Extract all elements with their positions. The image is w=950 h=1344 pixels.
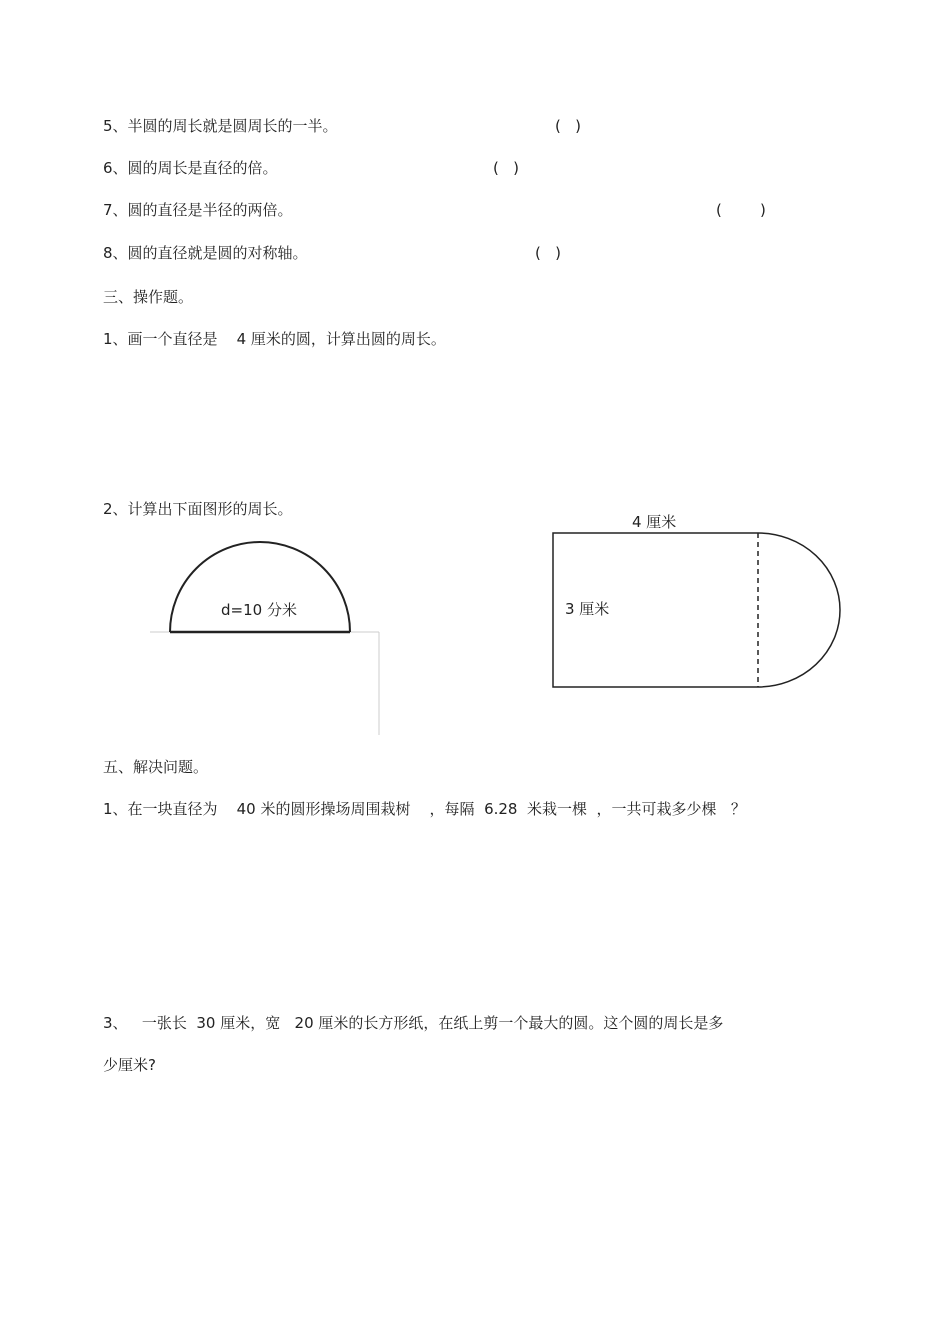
judgement-item-5: 5、半圆的周长就是圆周长的一半。 [103,117,338,135]
judgement-item-7: 7、圆的直径是半径的两倍。 [103,201,293,219]
rect-length-label: 4 厘米 [632,513,677,531]
rectangle-semicircle-figure [553,513,840,687]
judgement-item-8: 8、圆的直径就是圆的对称轴。 [103,244,308,262]
problem-question-1: 1、在一块直径为 40 米的圆形操场周围栽树 ，每隔 6.28 米栽一棵 ，一共可栽多少棵 ？ [103,800,746,818]
rect-width-label: 3 厘米 [565,600,610,618]
problem-question-3-line-2: 少厘米? [103,1056,156,1074]
section-3-title: 三、操作题。 [103,288,194,306]
section-5-title: 五、解决问题。 [103,758,209,776]
semicircle-diameter-label: d=10 分米 [221,601,297,619]
problem-question-3-line-1: 3、 一张长 30 厘米，宽 20 厘米的长方形纸，在纸上剪一个最大的圆。这个圆的周长是多 [103,1014,724,1032]
right-semicircle-arc [758,533,840,687]
operation-question-1: 1、画一个直径是 4 厘米的圆，计算出圆的周长。 [103,330,446,348]
answer-paren-6: ( ) [493,159,520,177]
answer-paren-7: ( ) [716,201,766,219]
operation-question-2: 2、计算出下面图形的周长。 [103,500,293,518]
semicircle-figure [150,542,379,735]
answer-paren-8: ( ) [535,244,562,262]
judgement-item-6: 6、圆的周长是直径的倍。 [103,159,278,177]
answer-paren-5: ( ) [555,117,582,135]
